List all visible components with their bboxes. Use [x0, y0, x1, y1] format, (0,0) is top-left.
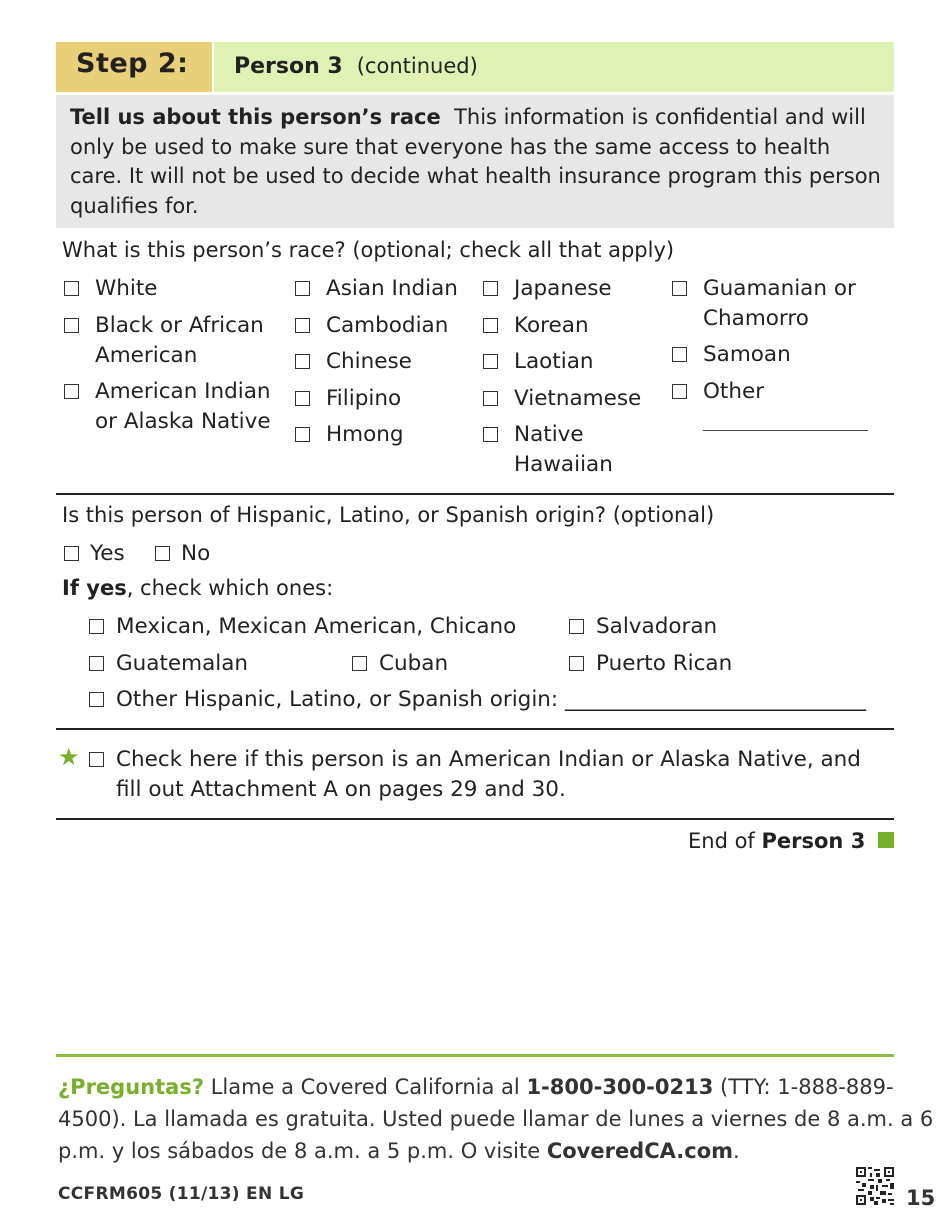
footer-text-2: (TTY: 1-888-889-4500). La llamada es gratuita. Usted puede llamar de lunes a viernes de 8 a.m. a 6 p.m. y los sábados de 8 a.m. a 5 p.m. O visite	[58, 1075, 934, 1163]
form-code: CCFRM605 (11/13) EN LG	[58, 1184, 305, 1204]
footer-period: .	[733, 1139, 740, 1163]
checkbox[interactable]	[295, 391, 310, 406]
race-option-label: White	[95, 276, 158, 301]
hispanic-option-label: Guatemalan	[116, 651, 249, 676]
checkbox[interactable]	[89, 752, 104, 767]
race-option-label: Other	[703, 379, 765, 404]
page-number: 15	[906, 1186, 936, 1210]
race-option-label: Korean	[514, 313, 589, 338]
aian-label: Check here if this person is an American Indian or Alaska Native, and	[116, 747, 861, 772]
race-option-label: Chinese	[326, 349, 412, 374]
checkbox[interactable]	[295, 427, 310, 442]
checkbox[interactable]	[483, 427, 498, 442]
checkbox[interactable]	[64, 546, 79, 561]
race-option-label: Hmong	[326, 422, 404, 447]
race-info-body: This information is confidential and will only be used to make sure that everyone has the same access to health care. It will not be used to decide what health insurance program this person qualifies for.	[70, 105, 881, 218]
checkbox[interactable]	[483, 391, 498, 406]
race-option-label: Asian Indian	[326, 276, 458, 301]
race-info-text	[70, 103, 888, 221]
hispanic-option-label: Puerto Rican	[596, 651, 733, 676]
preguntas-label: ¿Preguntas?	[58, 1075, 204, 1099]
end-of-person	[688, 829, 894, 853]
no-label: No	[181, 541, 211, 566]
checkbox[interactable]	[569, 619, 584, 634]
person-name: Person 3	[234, 54, 343, 79]
race-option-label: American Indian	[95, 379, 271, 404]
aian-label-2: fill out Attachment A on pages 29 and 30.	[116, 777, 566, 802]
checkbox[interactable]	[483, 318, 498, 333]
race-option-label: Laotian	[514, 349, 594, 374]
race-info-box	[56, 95, 894, 228]
checkbox[interactable]	[295, 318, 310, 333]
end-person: Person 3	[761, 829, 866, 853]
checkbox[interactable]	[569, 656, 584, 671]
race-option-label-2: Chamorro	[703, 305, 809, 331]
continued-label: (continued)	[356, 54, 478, 78]
race-option-label-2: or Alaska Native	[95, 408, 271, 434]
race-option-label: Black or African	[95, 313, 264, 338]
race-option-label: Samoan	[703, 342, 791, 367]
person-title	[234, 54, 478, 79]
other-race-input-line[interactable]	[703, 430, 868, 431]
race-option-label: Cambodian	[326, 313, 449, 338]
star-icon: ★	[58, 743, 80, 771]
section-divider	[56, 493, 894, 495]
hispanic-question: Is this person of Hispanic, Latino, or Spanish origin? (optional)	[62, 503, 715, 527]
race-option-label: Japanese	[514, 276, 612, 301]
race-option-label-2: Hawaiian	[514, 451, 613, 477]
checkbox[interactable]	[672, 281, 687, 296]
checkbox[interactable]	[64, 318, 79, 333]
yes-label: Yes	[90, 541, 125, 566]
race-info-heading: Tell us about this person’s race	[70, 105, 441, 129]
checkbox[interactable]	[89, 656, 104, 671]
race-option-label: Guamanian or	[703, 276, 856, 301]
checkbox[interactable]	[672, 384, 687, 399]
race-option-label-2: American	[95, 342, 198, 368]
end-square-icon	[878, 832, 894, 848]
end-prefix: End of	[688, 829, 755, 853]
section-divider	[56, 728, 894, 730]
footer-site-link[interactable]: CoveredCA.com	[546, 1139, 734, 1163]
checkbox[interactable]	[483, 281, 498, 296]
checkbox[interactable]	[295, 354, 310, 369]
checkbox[interactable]	[64, 384, 79, 399]
race-option-label: Native	[514, 422, 584, 447]
section-divider	[56, 818, 894, 820]
if-yes-bold: If yes	[62, 576, 127, 600]
hispanic-option-label: Salvadoran	[596, 614, 718, 639]
hispanic-option-label: Other Hispanic, Latino, or Spanish origin: ____________________________	[116, 687, 866, 712]
hispanic-option-label: Cuban	[379, 651, 449, 676]
footer-phone: 1-800-300-0213	[526, 1075, 714, 1099]
checkbox[interactable]	[89, 619, 104, 634]
race-question: What is this person’s race? (optional; check all that apply)	[62, 238, 675, 262]
checkbox[interactable]	[155, 546, 170, 561]
checkbox[interactable]	[672, 347, 687, 362]
person-cell	[214, 42, 894, 92]
checkbox[interactable]	[89, 692, 104, 707]
checkbox[interactable]	[483, 354, 498, 369]
qr-code-icon	[856, 1167, 894, 1205]
race-option-label: Filipino	[326, 386, 402, 411]
checkbox[interactable]	[352, 656, 367, 671]
if-yes-rest: , check which ones:	[126, 576, 334, 600]
race-option-label: Vietnamese	[514, 386, 642, 411]
if-yes-instruction	[62, 576, 333, 600]
footer-text-1: Llame a Covered California al	[210, 1075, 520, 1099]
footer-divider	[56, 1054, 894, 1057]
hispanic-option-label: Mexican, Mexican American, Chicano	[116, 614, 517, 639]
footer-help-text	[58, 1071, 938, 1167]
step-label: Step 2:	[76, 48, 189, 79]
checkbox[interactable]	[295, 281, 310, 296]
step-header	[56, 42, 894, 92]
checkbox[interactable]	[64, 281, 79, 296]
step-cell	[56, 42, 212, 92]
